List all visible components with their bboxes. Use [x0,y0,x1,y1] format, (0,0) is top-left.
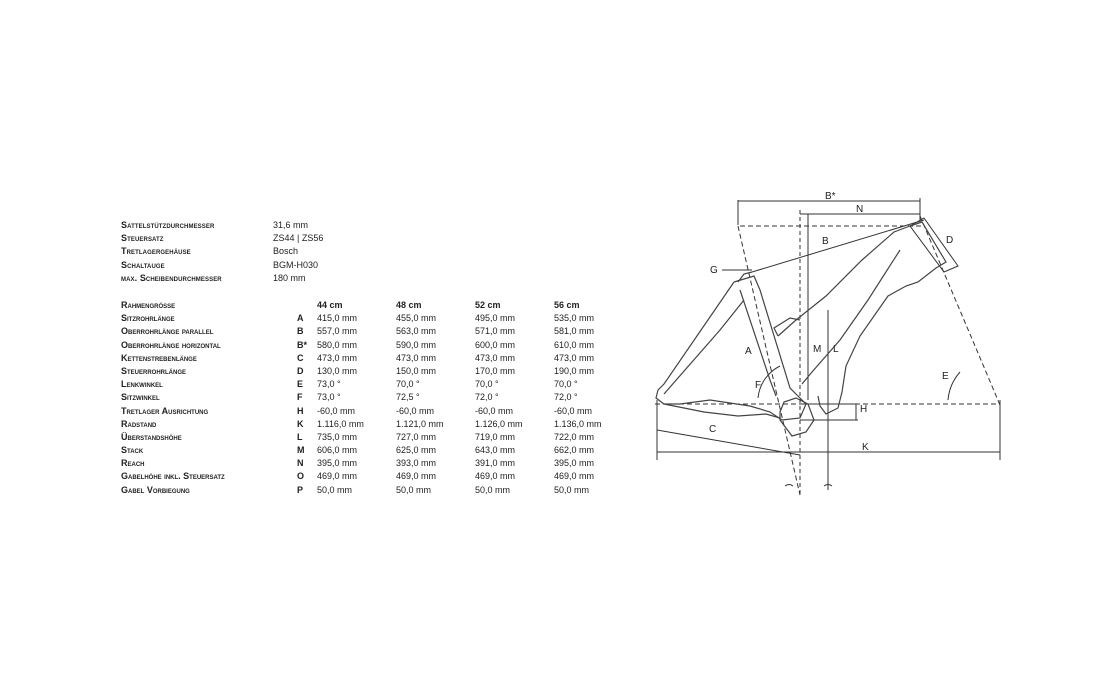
row-label: Steuerrohrlänge [121,365,187,376]
row-label: Radstand [121,418,157,429]
row-value: 170,0 mm [475,365,516,376]
spec-value: 31,6 mm [273,220,309,230]
break-mark-left [785,485,793,487]
row-value: 625,0 mm [396,445,437,456]
row-value: 190,0 mm [554,365,595,376]
row-value: -60,0 mm [475,405,514,416]
row-label: Gabelhöhe inkl. Steuersatz [121,471,225,482]
spec-label: Steuersatz [121,233,164,244]
row-value: 473,0 mm [554,352,595,363]
label-b: B [822,236,829,247]
row-value: 563,0 mm [396,326,437,337]
row-value: 643,0 mm [475,445,516,456]
row-value: 473,0 mm [396,352,437,363]
spec-value: ZS44 | ZS56 [273,233,324,244]
spec-label: Schaltauge [121,259,165,270]
row-label: Überstandshöhe [121,431,182,442]
row-value: 72,5 ° [396,392,420,403]
row-value: 1.126,0 mm [475,418,523,429]
header-label: Rahmengrösse [121,300,176,310]
row-label: Reach [121,458,145,469]
row-label: Kettenstrebenlänge [121,352,197,363]
row-label: Gabel Vorbiegung [121,484,190,495]
row-value: 73,0 ° [317,379,341,390]
row-code: D [297,365,304,376]
row-value: 662,0 mm [554,445,595,456]
row-value: 1.136,0 mm [554,418,602,429]
label-k: K [862,442,869,453]
row-code: A [297,313,304,324]
row-code: H [297,405,304,416]
row-value: 73,0 ° [317,392,341,403]
row-value: -60,0 mm [396,405,435,416]
row-value: 600,0 mm [475,339,516,350]
row-code: K [297,418,304,429]
label-g: G [710,265,718,276]
row-value: 72,0 ° [554,392,578,403]
label-h: H [860,404,868,415]
row-code: B [297,326,304,337]
head-angle-dashed [920,216,1000,405]
row-code: C [297,352,304,363]
row-value: 722,0 mm [554,431,595,442]
row-label: Tretlager Ausrichtung [121,405,209,416]
row-value: 735,0 mm [317,431,358,442]
spec-value: BGM-H030 [273,259,319,270]
row-value: 50,0 mm [396,484,432,495]
row-code: B* [297,339,308,350]
row-value: 393,0 mm [396,458,437,469]
row-value: -60,0 mm [554,405,593,416]
label-l: L [833,344,839,355]
row-value: 606,0 mm [317,445,358,456]
row-value: 130,0 mm [317,365,358,376]
row-value: 395,0 mm [317,458,358,469]
row-value: 727,0 mm [396,431,437,442]
row-value: 473,0 mm [475,352,516,363]
spec-value: 180 mm [273,272,306,283]
row-code: N [297,458,304,469]
row-code: E [297,379,304,390]
row-value: 473,0 mm [317,352,358,363]
row-value: 535,0 mm [554,313,595,324]
spec-label: max. Scheibendurchmesser [121,272,222,283]
row-value: 50,0 mm [317,484,353,495]
row-value: 719,0 mm [475,431,516,442]
row-label: Sitzrohrlänge [121,313,175,324]
angle-e-arc [948,372,960,400]
row-label: Oberrohrlänge parallel [121,326,214,337]
row-value: 495,0 mm [475,313,516,324]
row-code: O [297,471,305,482]
row-label: Oberrohrlänge horizontal [121,339,221,350]
row-value: 455,0 mm [396,313,437,324]
dim-b-line [752,220,924,272]
row-code: L [297,431,303,442]
row-value: 391,0 mm [475,458,516,469]
label-m: M [813,344,822,355]
row-value: 50,0 mm [554,484,590,495]
row-value: 150,0 mm [396,365,437,376]
size-header: 52 cm [475,300,501,310]
label-c: C [709,424,717,435]
row-value: 469,0 mm [475,471,516,482]
row-value: 571,0 mm [475,326,516,337]
row-label: Lenkwinkel [121,379,163,390]
row-value: 1.116,0 mm [317,418,364,429]
size-header: 44 cm [317,300,343,310]
row-value: 395,0 mm [554,458,595,469]
row-code: F [297,392,303,403]
size-header: 56 cm [554,300,580,310]
row-code: M [297,445,305,456]
row-value: 469,0 mm [396,471,437,482]
row-value: 415,0 mm [317,313,358,324]
label-a: A [745,346,752,357]
dim-c-line [657,430,800,455]
spec-label: Tretlagergehäuse [121,246,191,257]
label-d: D [946,235,954,246]
row-value: 581,0 mm [554,326,595,337]
spec-value: Bosch [273,246,299,257]
row-value: 70,0 ° [475,379,499,390]
row-value: 590,0 mm [396,339,437,350]
row-value: 1.121,0 mm [396,418,444,429]
row-code: P [297,484,304,495]
row-value: -60,0 mm [317,405,356,416]
row-label: Sitzwinkel [121,392,160,403]
row-value: 610,0 mm [554,339,595,350]
row-value: 469,0 mm [317,471,358,482]
size-header: 48 cm [396,300,422,310]
bike-frame-diagram [640,180,1020,510]
label-f: F [755,380,762,391]
row-value: 557,0 mm [317,326,358,337]
label-n: N [856,204,864,215]
row-label: Stack [121,445,144,456]
row-value: 469,0 mm [554,471,595,482]
row-value: 70,0 ° [396,379,420,390]
spec-label: Sattelstützdurchmesser [121,220,215,230]
label-e: E [942,371,949,382]
row-value: 580,0 mm [317,339,358,350]
row-value: 72,0 ° [475,392,499,403]
row-value: 70,0 ° [554,379,578,390]
label-b-star: B* [825,191,836,202]
row-value: 50,0 mm [475,484,511,495]
